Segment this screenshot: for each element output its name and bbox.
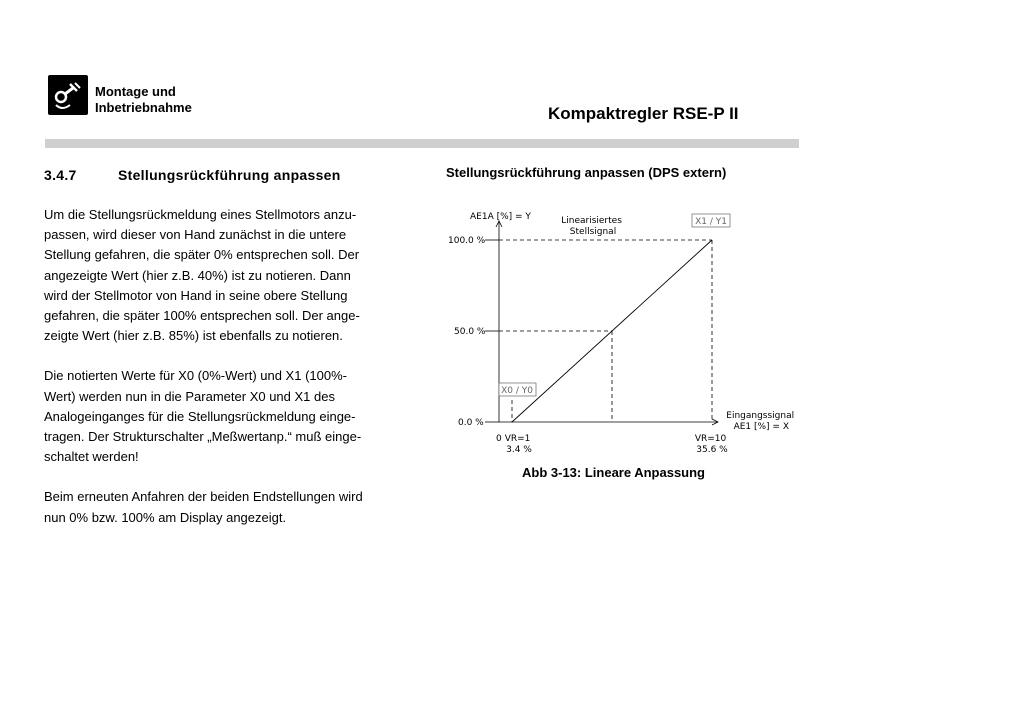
- body-text: [44, 205, 394, 548]
- text-line: nun 0% bzw. 100% am Display angezeigt.: [44, 509, 287, 525]
- figure-caption: Abb 3-13: Lineare Anpassung: [522, 465, 705, 480]
- paragraph-1: [44, 205, 394, 346]
- text-line: zeigte Wert (hier z.B. 85%) ist ebenfalls zu notieren.: [44, 328, 343, 344]
- x-axis-label: [726, 411, 797, 432]
- text-line: tragen. Der Strukturschalter „Meßwertanp.“ muß einge-: [44, 429, 362, 445]
- x-tick-label-line: VR=1: [504, 434, 531, 444]
- line-label-line: Stellsignal: [569, 227, 617, 237]
- text-line: Um die Stellungsrückmeldung eines Stellmotors anzu-: [44, 207, 357, 222]
- x-axis-label-line: Eingangssignal: [726, 411, 795, 421]
- section-title: Stellungsrückführung anpassen: [118, 167, 341, 183]
- x-tick-label: [695, 434, 729, 455]
- text-line: wird der Stellmotor von Hand in seine obere Stellung: [44, 287, 348, 303]
- header-divider: [45, 139, 799, 148]
- text-line: angezeigte Wert (hier z.B. 40%) ist zu notieren. Dann: [44, 267, 351, 283]
- x-tick-label-line: 3.4 %: [506, 445, 532, 455]
- text-line: gefahren, die später 100% entsprechen soll. Der ange-: [44, 308, 360, 324]
- header-section-line: Montage und: [95, 84, 176, 99]
- x-origin-label: 0: [496, 434, 502, 444]
- text-line: Beim erneuten Anfahren der beiden Endstellungen wird: [44, 489, 363, 505]
- section-number: 3.4.7: [44, 167, 77, 183]
- text-line: schaltet werden!: [44, 449, 139, 465]
- text-line: Wert) werden nun in die Parameter X0 und X1 des: [44, 388, 335, 404]
- x-tick-label: [505, 434, 534, 455]
- line-label-line: Linearisiertes: [561, 216, 622, 226]
- x-tick-label-line: VR=10: [694, 434, 727, 444]
- x-tick-label-line: 35.6 %: [696, 445, 728, 455]
- installation-plug-icon: [48, 75, 88, 115]
- text-line: Analogeinganges für die Stellungsrückmeldung einge-: [44, 408, 356, 424]
- section-heading: [44, 167, 341, 183]
- line-label: [561, 216, 625, 237]
- y-tick-label: 50.0 %: [454, 327, 486, 337]
- y-axis-label: AE1A [%] = Y: [470, 212, 531, 222]
- point-label: X0 / Y0: [501, 386, 533, 396]
- header-section-name: [95, 84, 192, 116]
- linear-adjustment-chart: [440, 200, 810, 462]
- paragraph-2: [44, 366, 394, 467]
- text-line: Die notierten Werte für X0 (0%-Wert) und X1 (100%-: [44, 368, 347, 384]
- text-line: Stellung gefahren, die später 0% entsprechen soll. Der: [44, 247, 360, 263]
- point-label: X1 / Y1: [695, 217, 727, 227]
- header-section-line: Inbetriebnahme: [95, 100, 192, 115]
- product-title: Kompaktregler RSE-P II: [548, 104, 739, 123]
- figure-title: Stellungsrückführung anpassen (DPS extern): [446, 165, 727, 180]
- text-line: passen, wird dieser von Hand zunächst in die untere: [44, 227, 347, 243]
- y-tick-label: 100.0 %: [448, 236, 486, 246]
- x-axis-label-line: AE1 [%] = X: [733, 422, 789, 432]
- y-tick-label: 0.0 %: [458, 418, 484, 428]
- paragraph-3: [44, 487, 394, 527]
